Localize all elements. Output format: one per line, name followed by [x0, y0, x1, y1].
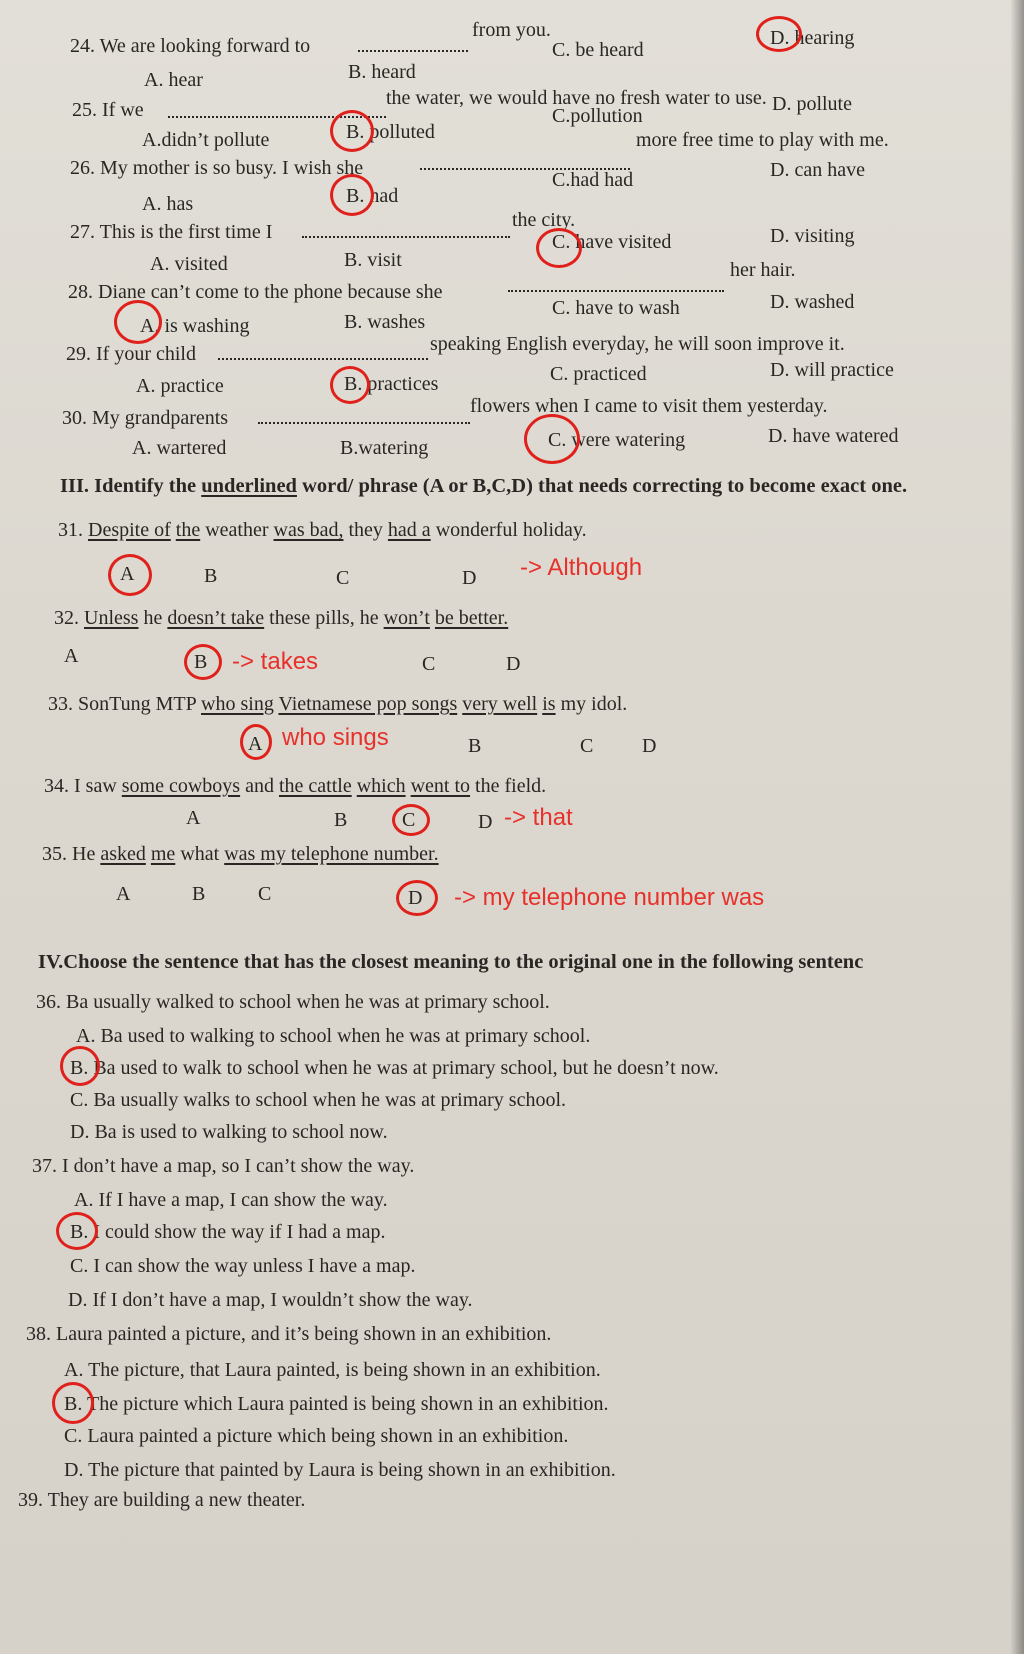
q34-correction-note: -> that	[504, 804, 573, 831]
q24-option-b: B. heard	[348, 61, 416, 83]
q34-part-b: the cattle	[278, 775, 352, 797]
q27-tail: the city.	[512, 209, 576, 231]
q26-option-c: C.had had	[552, 169, 634, 191]
q27-option-d: D. visiting	[770, 225, 855, 247]
q26-option-b: B. had	[346, 185, 399, 207]
q25-option-d: D. pollute	[772, 93, 852, 115]
q38-stem: 38. Laura painted a picture, and it’s being shown in an exhibition.	[26, 1323, 552, 1345]
q33-sentence	[48, 692, 627, 716]
q25-stem: 25. If we	[72, 99, 144, 121]
q35-correction-note: -> my telephone number was	[454, 884, 765, 911]
q39-stem: 39. They are building a new theater.	[18, 1489, 306, 1511]
q31-label-b: B	[204, 565, 218, 587]
q38-option-c: C. Laura painted a picture which being shown in an exhibition.	[64, 1425, 569, 1447]
q34-num: 34. I saw	[44, 775, 122, 797]
answer-circle-q28	[114, 300, 162, 344]
q24-tail: from you.	[472, 19, 551, 41]
q26-option-a: A. has	[142, 193, 194, 215]
q31-label-c: C	[336, 567, 350, 589]
q32-sentence	[54, 606, 508, 630]
answer-circle-q29	[330, 366, 370, 404]
q34-text-2: the field.	[470, 775, 547, 797]
q33-label-b: B	[468, 735, 482, 757]
q35-sentence	[42, 842, 439, 866]
q34-label-d: D	[478, 811, 493, 833]
answer-circle-q37	[56, 1212, 98, 1250]
q33-label-d: D	[642, 735, 657, 757]
q37-option-d: D. If I don’t have a map, I wouldn’t show the way.	[68, 1289, 473, 1311]
q24-stem: 24. We are looking forward to	[70, 35, 311, 57]
q32-part-b: doesn’t take	[167, 607, 265, 629]
q24-option-c: C. be heard	[552, 39, 644, 61]
answer-circle-q33	[240, 724, 272, 760]
q32-text-2: these pills, he	[264, 607, 384, 629]
q36-option-c: C. Ba usually walks to school when he was at primary school.	[70, 1089, 567, 1111]
q30-option-c: C. were watering	[548, 429, 686, 451]
q32-correction-note: -> takes	[232, 648, 319, 675]
q31-part-d: had a	[387, 519, 431, 541]
q35-label-c: C	[258, 883, 272, 905]
q37-option-c: C. I can show the way unless I have a map.	[70, 1255, 416, 1277]
q30-option-a: A. wartered	[132, 437, 227, 459]
q29-option-c: C. practiced	[550, 363, 647, 385]
answer-circle-q30	[524, 414, 580, 464]
q32-label-c: C	[422, 653, 436, 675]
q38-option-a: A. The picture, that Laura painted, is being shown in an exhibition.	[64, 1359, 601, 1381]
q35-part-a: asked	[100, 843, 146, 865]
q32-label-b: B	[194, 651, 208, 673]
answer-circle-q34	[392, 804, 430, 836]
q34-label-a: A	[186, 807, 201, 829]
q28-option-a: A. is washing	[140, 315, 250, 337]
q32-num: 32.	[54, 607, 84, 629]
q35-label-d: D	[408, 887, 423, 909]
section-3-post: word/ phrase (A or B,C,D) that needs correcting to become exact one.	[296, 475, 908, 497]
q34-part-a: some cowboys	[121, 775, 241, 797]
q36-stem: 36. Ba usually walked to school when he was at primary school.	[36, 991, 550, 1013]
answer-circle-q36	[60, 1046, 100, 1086]
answer-circle-q26	[330, 174, 374, 216]
section-4-heading: IV.Choose the sentence that has the closest meaning to the original one in the following sentenc	[38, 951, 864, 973]
answer-circle-q38	[52, 1382, 94, 1424]
q32-label-d: D	[506, 653, 521, 675]
q30-stem: 30. My grandparents	[62, 407, 229, 429]
q31-text-3: wonderful holiday.	[430, 519, 587, 541]
q31-correction-note: -> Although	[520, 554, 643, 581]
q29-option-d: D. will practice	[770, 359, 894, 381]
q34-text: and	[240, 775, 279, 797]
q33-label-c: C	[580, 735, 594, 757]
q31-num: 31.	[58, 519, 88, 541]
q33-part-b: Vietnamese pop songs	[278, 693, 458, 715]
q26-tail: more free time to play with me.	[636, 129, 889, 151]
answer-circle-q35	[396, 880, 438, 916]
q24-blank	[358, 50, 468, 52]
q37-option-b: B. I could show the way if I had a map.	[70, 1221, 386, 1243]
q34-sentence	[44, 774, 546, 798]
q28-tail: her hair.	[730, 259, 796, 281]
q38-option-d: D. The picture that painted by Laura is being shown in an exhibition.	[64, 1459, 616, 1481]
q34-part-c: which	[356, 775, 406, 797]
q25-option-b: B. polluted	[346, 121, 435, 143]
section-3-underlined: underlined	[201, 475, 297, 497]
q33-part-a: who sing	[201, 693, 274, 715]
q27-stem: 27. This is the first time I	[70, 221, 273, 243]
q31-label-d: D	[462, 567, 477, 589]
q27-option-a: A. visited	[150, 253, 228, 275]
q38-option-b: B. The picture which Laura painted is being shown in an exhibition.	[64, 1393, 609, 1415]
q33-part-c: very well	[462, 693, 538, 715]
q30-option-b: B.watering	[340, 437, 429, 459]
section-3-heading	[60, 474, 907, 498]
q36-option-b: B. Ba used to walk to school when he was at primary school, but he doesn’t now.	[70, 1057, 719, 1079]
q29-blank	[218, 358, 428, 360]
q31-part-b: the	[175, 519, 201, 541]
q30-option-d: D. have watered	[768, 425, 899, 447]
q25-option-c: C.pollution	[552, 105, 643, 127]
q29-stem: 29. If your child	[66, 343, 196, 365]
answer-circle-q24	[756, 16, 802, 52]
answer-circle-q25	[330, 110, 374, 152]
q28-option-c: C. have to wash	[552, 297, 680, 319]
q27-option-b: B. visit	[344, 249, 402, 271]
q28-option-d: D. washed	[770, 291, 855, 313]
q32-part-a: Unless	[84, 607, 139, 629]
q35-part-b: me	[150, 843, 176, 865]
q33-text: my idol.	[555, 693, 628, 715]
q31-sentence	[58, 518, 587, 542]
q35-text: what	[175, 843, 225, 865]
answer-circle-q31	[108, 554, 152, 596]
q24-option-d: D. hearing	[770, 27, 855, 49]
q34-part-d: went to	[410, 775, 471, 797]
answer-circle-q27	[536, 228, 582, 268]
q32-text: he	[138, 607, 168, 629]
q26-stem: 26. My mother is so busy. I wish she	[70, 157, 364, 179]
q32-label-a: A	[64, 645, 79, 667]
q29-option-a: A. practice	[136, 375, 224, 397]
q36-option-d: D. Ba is used to walking to school now.	[70, 1121, 388, 1143]
q31-text-2: they	[343, 519, 388, 541]
q37-stem: 37. I don’t have a map, so I can’t show the way.	[32, 1155, 415, 1177]
q30-tail: flowers when I came to visit them yesterday.	[470, 395, 828, 417]
q25-option-a: A.didn’t pollute	[142, 129, 270, 151]
q31-part-a: Despite of	[88, 519, 171, 541]
q32-part-c: won’t	[383, 607, 430, 629]
q34-label-b: B	[334, 809, 348, 831]
q33-label-a: A	[248, 733, 263, 755]
q35-label-a: A	[116, 883, 131, 905]
q25-tail: the water, we would have no fresh water to use.	[386, 87, 767, 109]
q28-stem: 28. Diane can’t come to the phone because she	[68, 281, 443, 303]
q35-num: 35. He	[42, 843, 101, 865]
q29-option-b: B. practices	[344, 373, 439, 395]
q33-part-d: is	[542, 693, 556, 715]
page-shadow	[1010, 0, 1024, 1654]
q34-label-c: C	[402, 809, 416, 831]
q32-part-d: be better.	[434, 607, 509, 629]
q36-option-a: A. Ba used to walking to school when he was at primary school.	[76, 1025, 591, 1047]
q35-part-cd: was my telephone number.	[224, 843, 439, 865]
section-3-pre: III. Identify the	[60, 475, 202, 497]
answer-circle-q32	[184, 644, 222, 680]
q27-blank	[302, 236, 510, 238]
q27-option-c: C. have visited	[552, 231, 672, 253]
q29-tail: speaking English everyday, he will soon improve it.	[430, 333, 845, 355]
q33-correction-note: who sings	[282, 724, 389, 751]
q30-blank	[258, 422, 470, 424]
q37-option-a: A. If I have a map, I can show the way.	[74, 1189, 388, 1211]
q33-num: 33. SonTung MTP	[48, 693, 202, 715]
q35-label-b: B	[192, 883, 206, 905]
q26-option-d: D. can have	[770, 159, 865, 181]
q24-option-a: A. hear	[144, 69, 203, 91]
q31-text: weather	[200, 519, 274, 541]
q31-part-c: was bad,	[273, 519, 344, 541]
q31-label-a: A	[120, 563, 135, 585]
q28-option-b: B. washes	[344, 311, 426, 333]
q28-blank	[508, 290, 724, 292]
